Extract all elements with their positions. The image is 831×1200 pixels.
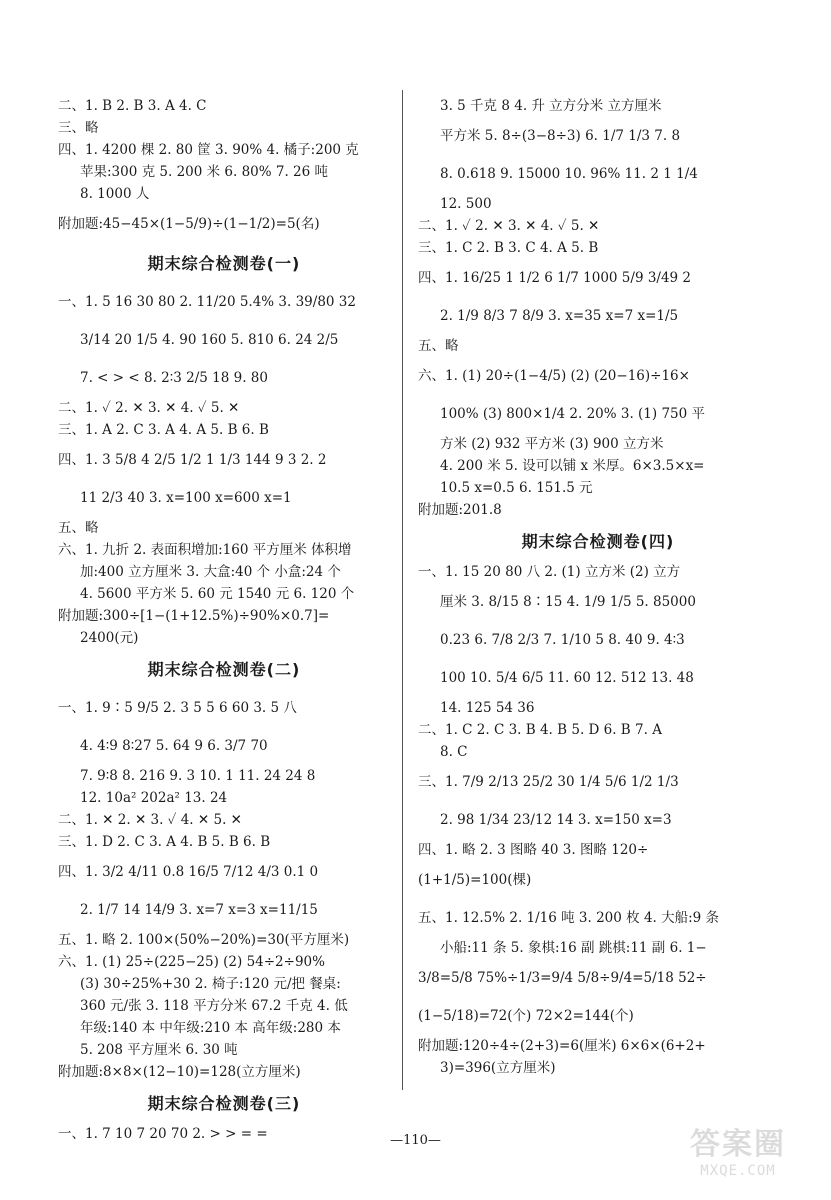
answer-line: 一、1. 5 16 30 80 2. 11/20 5.4% 3. 39/80 32: [58, 294, 356, 310]
section-title: 期末综合检测卷(四): [521, 532, 675, 551]
answer-line: 3. 5 千克 8 4. 升 立方分米 立方厘米: [440, 98, 662, 114]
answer-line: 7. < > < 8. 2∶3 2/5 18 9. 80: [80, 370, 268, 386]
answer-line: 四、1. 3/2 4/11 0.8 16/5 7/12 4/3 0.1 0: [58, 864, 319, 880]
answer-line: 三、1. D 2. C 3. A 4. B 5. B 6. B: [58, 834, 271, 850]
answer-line: 0.23 6. 7/8 2/3 7. 1/10 5 8. 40 9. 4∶3: [440, 632, 685, 648]
answer-line: 附加题:120÷4÷(2+3)=6(厘米) 6×6×(6+2+: [418, 1038, 706, 1054]
answer-line: 五、1. 12.5% 2. 1/16 吨 3. 200 枚 4. 大船:9 条: [418, 910, 720, 926]
answer-line: 三、1. C 2. B 3. C 4. A 5. B: [418, 240, 599, 256]
answer-line: 二、1. ✓ 2. ✕ 3. ✕ 4. ✓ 5. ✕: [58, 400, 240, 416]
answer-line: 三、略: [58, 120, 99, 136]
answer-line: 六、1. (1) 25÷(225−25) (2) 54÷2÷90%: [58, 954, 325, 970]
site-watermark: [663, 1128, 813, 1186]
column-divider: [402, 90, 403, 1090]
section-title: 期末综合检测卷(三): [147, 1094, 301, 1113]
answer-line: 一、1. 15 20 80 八 2. (1) 立方米 (2) 立方: [418, 564, 681, 580]
answer-line: 四、1. 4200 棵 2. 80 筐 3. 90% 4. 橘子:200 克: [58, 142, 359, 158]
answer-line: 六、1. (1) 20÷(1−4/5) (2) (20−16)÷16×: [418, 368, 690, 384]
answer-line: 方米 (2) 932 平方米 (3) 900 立方米: [440, 436, 664, 452]
answer-line: 四、1. 3 5/8 4 2/5 1/2 1 1/3 144 9 3 2. 2: [58, 452, 327, 468]
answer-line: 五、略: [58, 520, 99, 536]
answer-line: 三、1. 7/9 2/13 25/2 30 1/4 5/6 1/2 1/3: [418, 774, 679, 790]
left-column: [58, 95, 390, 1145]
answer-line: 3/14 20 1/5 4. 90 160 5. 810 6. 24 2/5: [80, 332, 339, 348]
answer-line: 14. 125 54 36: [440, 700, 535, 716]
answer-line: 11 2/3 40 3. x=100 x=600 x=1: [80, 490, 292, 506]
answer-line: 附加题:300÷[1−(1+12.5%)÷90%×0.7]=: [58, 608, 330, 624]
answer-line: 10.5 x=0.5 6. 151.5 元: [440, 480, 593, 496]
answer-line: 五、1. 略 2. 100×(50%−20%)=30(平方厘米): [58, 932, 350, 948]
answer-line: (1−5/18)=72(个) 72×2=144(个): [418, 1008, 634, 1024]
answer-line: 一、1. 9∶5 9/5 2. 3 5 5 6 60 3. 5 八: [58, 700, 297, 716]
answer-line: 苹果:300 克 5. 200 米 6. 80% 7. 26 吨: [80, 164, 329, 180]
answer-line: (3) 30÷25%+30 2. 椅子:120 元/把 餐桌:: [80, 976, 341, 992]
answer-line: 六、1. 九折 2. 表面积增加:160 平方厘米 体积增: [58, 542, 352, 558]
answer-line: 二、1. C 2. C 3. B 4. B 5. D 6. B 7. A: [418, 722, 662, 738]
section-title: 期末综合检测卷(一): [147, 254, 301, 273]
answer-line: 8. C: [440, 744, 468, 760]
answer-line: 4. 5600 平方米 5. 60 元 1540 元 6. 120 个: [80, 586, 355, 602]
answer-line: 附加题:8×8×(12−10)=128(立方厘米): [58, 1064, 301, 1080]
watermark-logo-text: 答案圈: [690, 1127, 786, 1162]
answer-line: 3/8=5/8 75%÷1/3=9/4 5/8÷9/4=5/18 52÷: [418, 970, 707, 986]
answer-line: 2. 98 1/34 23/12 14 3. x=150 x=3: [440, 812, 672, 828]
answer-line: 四、1. 16/25 1 1/2 6 1/7 1000 5/9 3/49 2: [418, 270, 692, 286]
right-column: [418, 95, 778, 1079]
answer-line: 加:400 立方厘米 3. 大盒:40 个 小盒:24 个: [80, 564, 341, 580]
answer-line: 三、1. A 2. C 3. A 4. A 5. B 6. B: [58, 422, 269, 438]
answer-line: 平方米 5. 8÷(3−8÷3) 6. 1/7 1/3 7. 8: [440, 128, 681, 144]
watermark-url: MXQE.COM: [700, 1163, 776, 1179]
answer-line: 12. 10a² 202a² 13. 24: [80, 790, 228, 806]
answer-line: 5. 208 平方厘米 6. 30 吨: [80, 1042, 238, 1058]
answer-line: 2. 1/7 14 14/9 3. x=7 x=3 x=11/15: [80, 902, 318, 918]
answer-line: 7. 9∶8 8. 216 9. 3 10. 1 11. 24 24 8: [80, 768, 316, 784]
answer-line: 附加题:201.8: [418, 502, 502, 518]
answer-line: 8. 1000 人: [80, 186, 150, 202]
answer-line: 年级:140 本 中年级:210 本 高年级:280 本: [80, 1020, 341, 1036]
answer-line: 4. 200 米 5. 设可以铺 x 米厚。6×3.5×x=: [440, 458, 705, 474]
answer-line: 3)=396(立方厘米): [440, 1060, 556, 1076]
answer-line: 一、1. 7 10 7 20 70 2. > > = =: [58, 1126, 268, 1142]
answer-line: 2400(元): [80, 630, 139, 646]
answer-line: 100% (3) 800×1/4 2. 20% 3. (1) 750 平: [440, 406, 706, 422]
answer-line: 附加题:45−45×(1−5/9)÷(1−1/2)=5(名): [58, 216, 320, 232]
answer-line: 厘米 3. 8/15 8∶15 4. 1/9 1/5 5. 85000: [440, 594, 696, 610]
answer-line: 二、1. ✓ 2. ✕ 3. ✕ 4. ✓ 5. ✕: [418, 218, 600, 234]
answer-line: 360 元/张 3. 118 平方分米 67.2 千克 4. 低: [80, 998, 348, 1014]
answer-line: 12. 500: [440, 196, 492, 212]
answer-line: 小船:11 条 5. 象棋:16 副 跳棋:11 副 6. 1−: [440, 940, 707, 956]
answer-line: 五、略: [418, 338, 459, 354]
answer-line: 二、1. ✕ 2. ✕ 3. ✓ 4. ✕ 5. ✕: [58, 812, 242, 828]
answer-line: 四、1. 略 2. 3 图略 40 3. 图略 120÷: [418, 842, 649, 858]
answer-line: 二、1. B 2. B 3. A 4. C: [58, 98, 207, 114]
answer-line: 4. 4∶9 8∶27 5. 64 9 6. 3/7 70: [80, 738, 268, 754]
answer-line: 8. 0.618 9. 15000 10. 96% 11. 2 1 1/4: [440, 166, 698, 182]
page-number: —110—: [390, 1133, 441, 1148]
answer-line: 2. 1/9 8/3 7 8/9 3. x=35 x=7 x=1/5: [440, 308, 679, 324]
answer-line: 100 10. 5/4 6/5 11. 60 12. 512 13. 48: [440, 670, 694, 686]
section-title: 期末综合检测卷(二): [147, 660, 301, 679]
answer-line: (1+1/5)=100(棵): [418, 872, 532, 888]
